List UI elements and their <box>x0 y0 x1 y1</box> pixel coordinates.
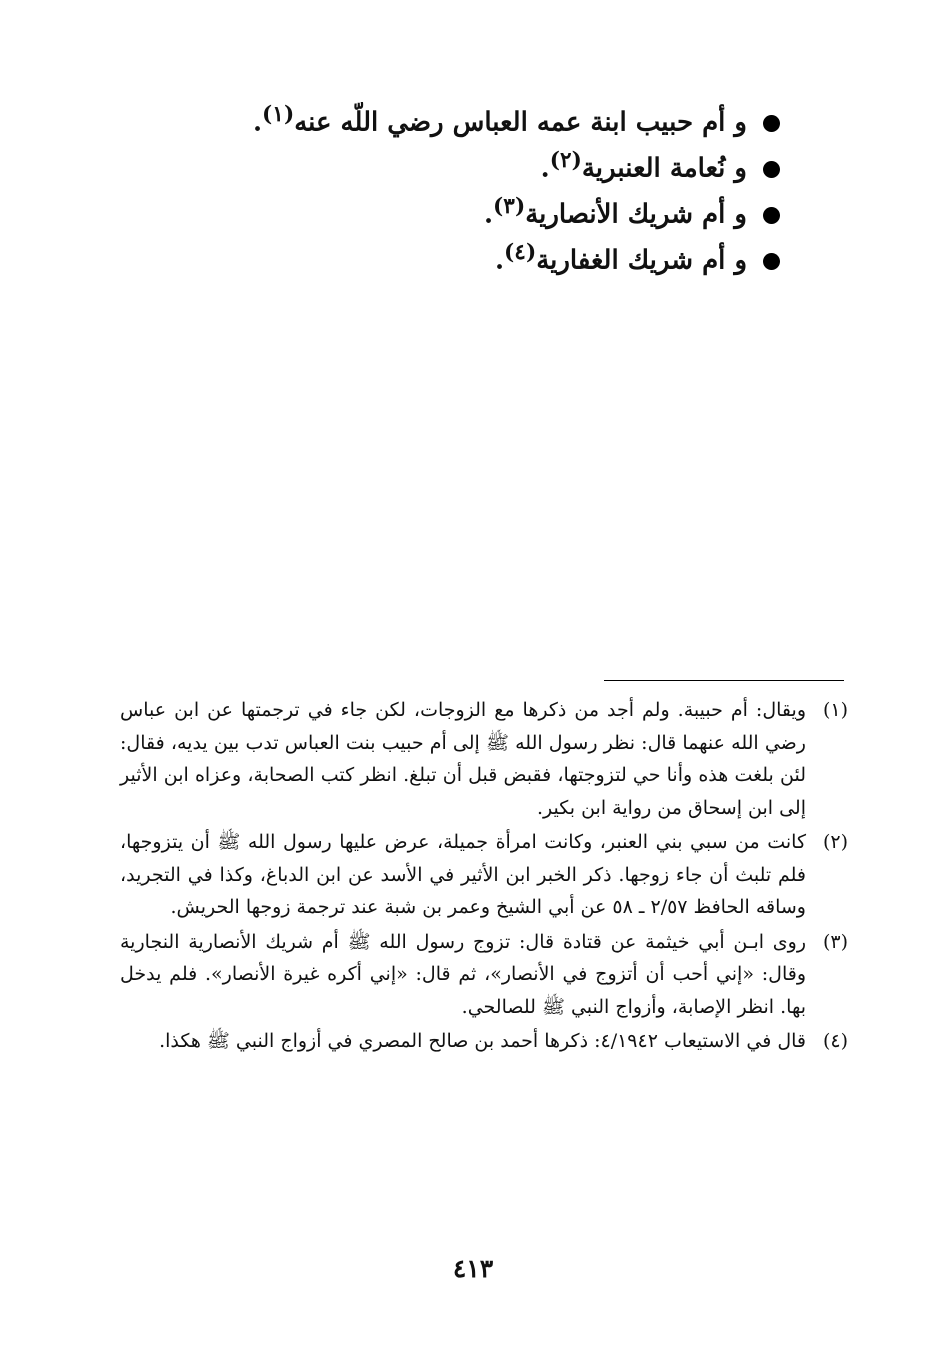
list-item <box>160 138 780 184</box>
footnote-number: (١) <box>822 699 848 721</box>
list-item-text: و أم شريك الأنصارية <box>525 199 747 230</box>
bullet-dot-icon <box>763 161 780 178</box>
list-item <box>160 92 780 138</box>
bullet-dot-icon <box>763 253 780 270</box>
page-number: ٤١٣ <box>452 1254 494 1283</box>
footnote-ref: (٤) <box>504 240 537 265</box>
list-item-end: . <box>252 107 263 138</box>
footnote-number: (٢) <box>822 831 848 853</box>
footnote-text: ويقال: أم حبيبة. ولم أجد من ذكرها مع الزوجات، لكن جاء في ترجمتها عن ابن عباس رضي الله عنهما قال: نظر رسول الله ﷺ إلى أم حبيب بنت العباس تدب بين يديه، فقال: لئن بلغت هذه وأنا حي لتزوجتها، فقبض قبل أن تبلغ. انظر كتب الصحابة، وعزاه ابن الأثير إلى ابن إسحاق من رواية ابن بكير. <box>120 699 806 819</box>
list-item-end: . <box>494 245 505 276</box>
footnotes <box>120 694 848 1060</box>
bullet-dot-icon <box>763 207 780 224</box>
list-item-end: . <box>483 199 494 230</box>
footnote-text: كانت من سبي بني العنبر، وكانت امرأة جميلة، عرض عليها رسول الله ﷺ أن يتزوجها، فلم تلبث أن جاء زوجها. ذكر الخبر ابن الأثير في الأسد عن ابن الدباغ، وكذا في التجريد، وساقه الحافظ ٢/٥٧ ـ ٥٨ عن أبي الشيخ وعمر بن شبة عند ترجمة زوجها الحريش. <box>120 831 806 918</box>
footnote-ref: (٢) <box>549 148 582 173</box>
footnote-number: (٣) <box>822 930 848 953</box>
list-item-text: و نُعامة العنبرية <box>581 153 747 184</box>
footnote-separator <box>604 680 844 681</box>
footnote <box>120 1025 848 1058</box>
footnote-ref: (١) <box>262 102 295 127</box>
list-item-text: و أم حبيب ابنة عمه العباس رضي اللّه عنه <box>294 107 747 138</box>
footnote-number: (٤) <box>822 1030 848 1052</box>
bullet-dot-icon <box>763 115 780 132</box>
list-item <box>160 230 780 276</box>
footnote-text: روى ابـن أبي خيثمة عن قتادة قال: تزوج رسول الله ﷺ أم شريك الأنصارية النجارية وقال: «إني أحب أن أتزوج في الأنصار»، ثم قال: «إني أكره غيرة الأنصار». فلم يدخل بها. انظر الإصابة، وأزواج النبي ﷺ للصالحي. <box>120 930 806 1018</box>
footnote-text: قال في الاستيعاب ٤/١٩٤٢: ذكرها أحمد بن صالح المصري في أزواج النبي ﷺ هكذا. <box>159 1030 806 1052</box>
footnote <box>120 926 848 1024</box>
list-item <box>160 184 780 230</box>
footnote <box>120 826 848 924</box>
footnote-ref: (٣) <box>493 194 526 219</box>
list-item-end: . <box>540 153 550 184</box>
footnote <box>120 694 848 824</box>
list-item-text: و أم شريك الغفارية <box>536 245 747 276</box>
wives-list <box>160 92 780 276</box>
